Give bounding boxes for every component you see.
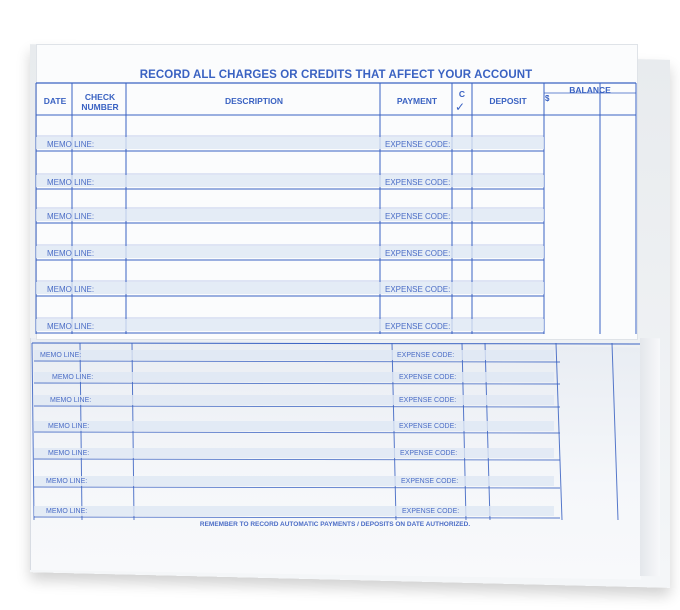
memo-line-label: MEMO LINE:: [50, 397, 92, 404]
row-divider-line: [34, 361, 560, 362]
expense-code-label: EXPENSE CODE:: [401, 478, 459, 485]
header-deposit: DEPOSIT: [489, 96, 527, 106]
expense-code-label: EXPENSE CODE:: [400, 450, 458, 457]
expense-code-label: EXPENSE CODE:: [385, 249, 451, 258]
grid-column-line: [392, 343, 396, 520]
expense-code-label: EXPENSE CODE:: [385, 285, 451, 294]
expense-code-label: EXPENSE CODE:: [385, 322, 451, 331]
memo-shade-band: [36, 246, 544, 258]
expense-code-label: EXPENSE CODE:: [402, 508, 460, 515]
grid-column-line: [132, 343, 134, 520]
memo-line-label: MEMO LINE:: [47, 140, 95, 149]
memo-shade-band: [34, 395, 554, 405]
memo-line-label: MEMO LINE:: [52, 374, 94, 381]
header-date: DATE: [43, 96, 67, 106]
memo-line-label: MEMO LINE:: [47, 322, 95, 331]
memo-shade-band: [34, 372, 554, 382]
row-divider-line: [34, 517, 560, 518]
memo-line-label: MEMO LINE:: [40, 352, 82, 359]
row-divider-line: [34, 383, 560, 384]
header-balance: BALANCE: [569, 85, 611, 95]
grid-column-line: [612, 343, 618, 520]
memo-shade-band: [34, 448, 554, 458]
memo-line-label: MEMO LINE:: [47, 212, 95, 221]
expense-code-label: EXPENSE CODE:: [385, 212, 451, 221]
memo-shade-band: [36, 209, 544, 221]
memo-shade-band: [36, 319, 544, 331]
row-divider-line: [34, 459, 560, 460]
row-divider-line: [34, 406, 560, 407]
memo-shade-band: [36, 282, 544, 294]
memo-shade-band: [34, 476, 554, 486]
expense-code-label: EXPENSE CODE:: [399, 423, 457, 430]
header-cleared: C: [458, 89, 466, 99]
memo-shade-band: [34, 506, 554, 516]
memo-shade-band: [36, 175, 544, 187]
grid-column-line: [80, 343, 82, 520]
grid-left-border: [32, 343, 34, 520]
memo-shade-band: [34, 350, 554, 360]
footer-note: REMEMBER TO RECORD AUTOMATIC PAYMENTS / DEPOSITS ON DATE AUTHORIZED.: [199, 521, 471, 528]
memo-line-label: MEMO LINE:: [48, 450, 90, 457]
checkmark-icon: ✓: [455, 100, 466, 114]
header-payment: PAYMENT: [396, 96, 438, 106]
row-divider-line: [34, 432, 560, 433]
memo-line-label: MEMO LINE:: [48, 423, 90, 430]
grid-column-line: [556, 343, 562, 520]
expense-code-label: EXPENSE CODE:: [385, 178, 451, 187]
row-divider-line: [34, 487, 560, 488]
expense-code-label: EXPENSE CODE:: [399, 374, 457, 381]
expense-code-label: EXPENSE CODE:: [399, 397, 457, 404]
header-description: DESCRIPTION: [224, 96, 284, 106]
memo-line-label: MEMO LINE:: [47, 249, 95, 258]
register-title: RECORD ALL CHARGES OR CREDITS THAT AFFECT YOUR ACCOUNT: [139, 69, 533, 81]
expense-code-label: EXPENSE CODE:: [397, 352, 455, 359]
grid-column-line: [462, 343, 466, 520]
header-check-number: CHECK NUMBER: [81, 92, 119, 112]
dollar-sign: $: [545, 94, 550, 103]
memo-shade-band: [34, 421, 554, 431]
memo-line-label: MEMO LINE:: [47, 285, 95, 294]
memo-line-label: MEMO LINE:: [46, 478, 88, 485]
grid-column-line: [485, 343, 490, 520]
memo-line-label: MEMO LINE:: [46, 508, 88, 515]
memo-line-label: MEMO LINE:: [47, 178, 95, 187]
expense-code-label: EXPENSE CODE:: [385, 140, 451, 149]
memo-shade-band: [36, 137, 544, 149]
bottom-top-rule: [32, 343, 640, 344]
